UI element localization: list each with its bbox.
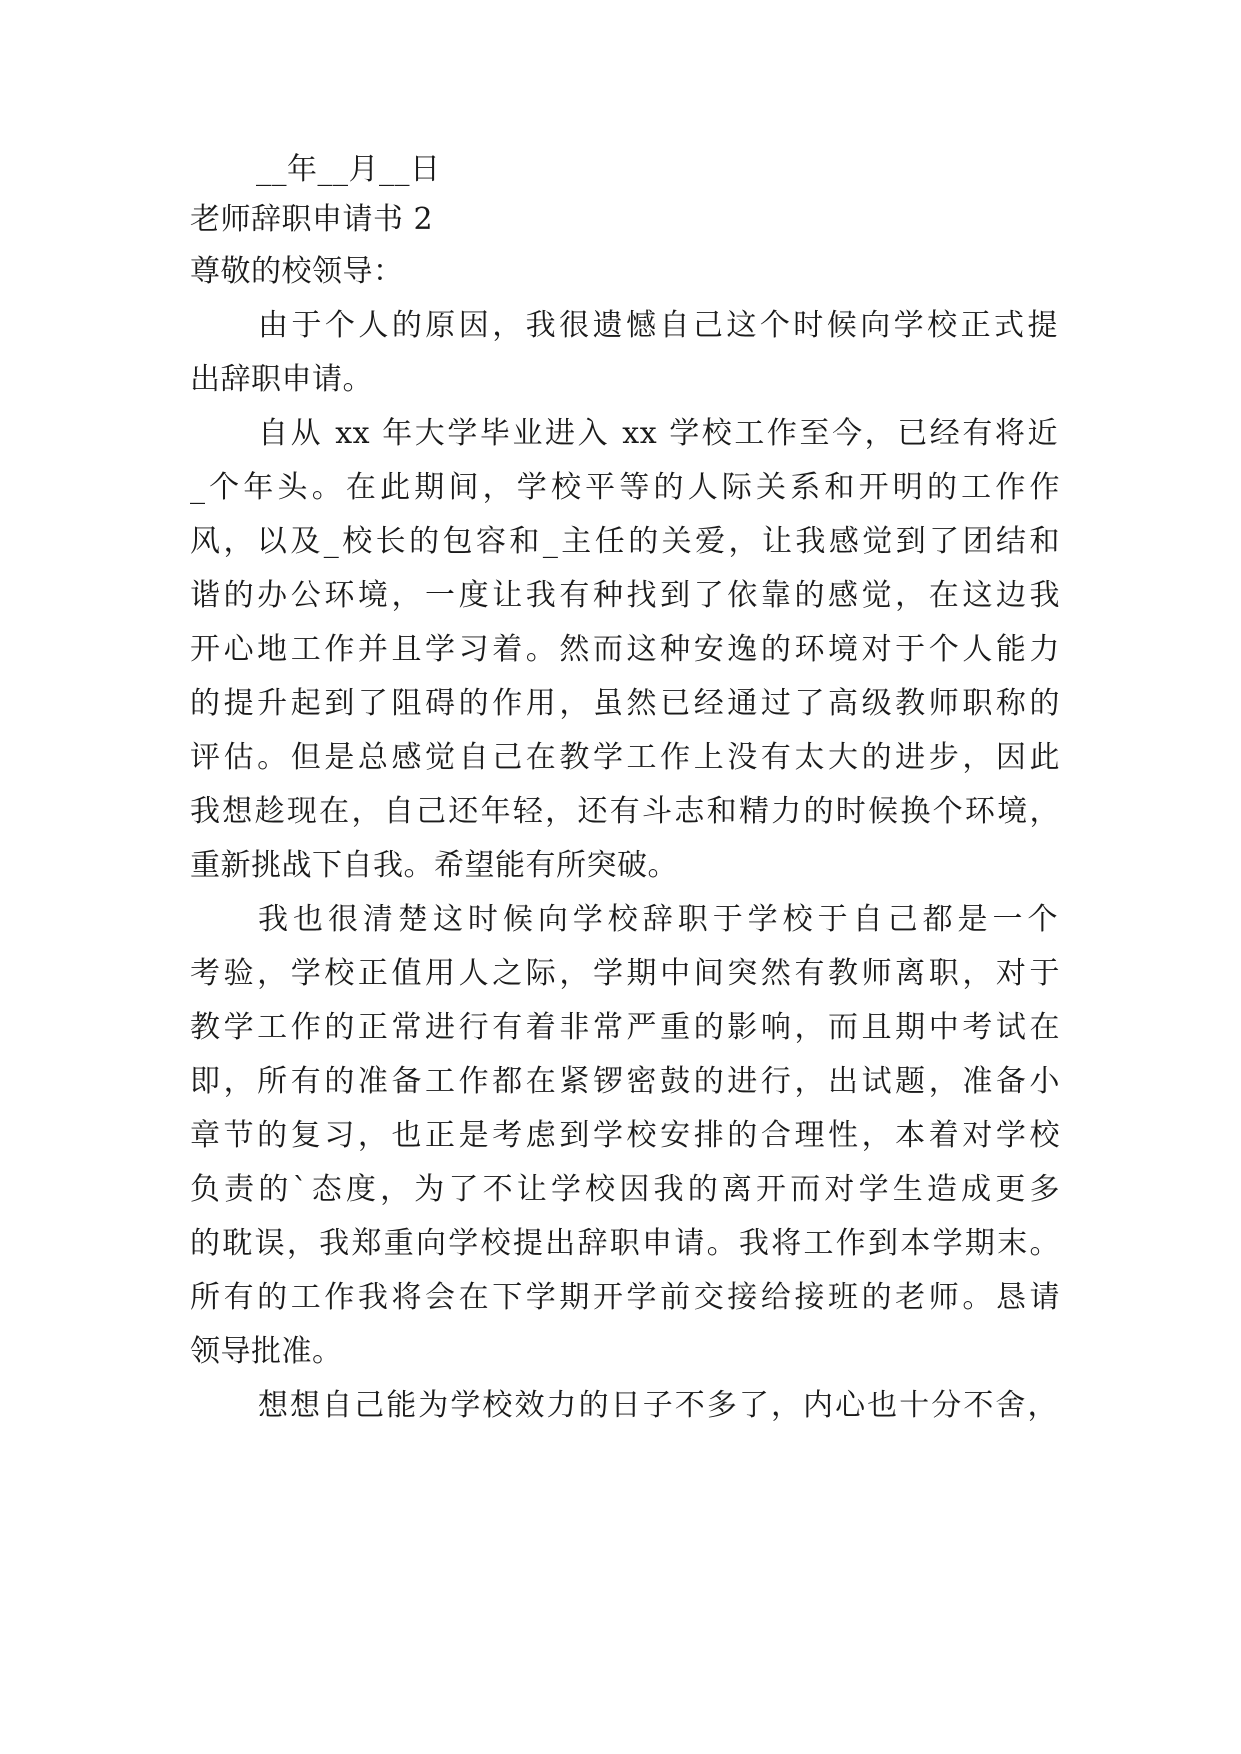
paragraph-4-line-1: 想想自己能为学校效力的日子不多了，内心也十分不舍，: [258, 1388, 1058, 1423]
paragraph-3-line-6: 负责的`态度，为了不让学校因我的离开而对学生造成更多: [190, 1172, 1060, 1207]
date-line: __年__月__日: [256, 152, 441, 187]
paragraph-2-line-7: 评估。但是总感觉自己在教学工作上没有太大的进步，因此: [190, 740, 1060, 775]
paragraph-3-line-7: 的耽误，我郑重向学校提出辞职申请。我将工作到本学期末。: [190, 1226, 1060, 1261]
paragraph-2-line-5: 开心地工作并且学习着。然而这种安逸的环境对于个人能力: [190, 632, 1060, 667]
paragraph-3-line-3: 教学工作的正常进行有着非常严重的影响，而且期中考试在: [190, 1010, 1060, 1045]
paragraph-2-line-8: 我想趁现在，自己还年轻，还有斗志和精力的时候换个环境，: [190, 794, 1060, 829]
paragraph-1-line-1: 由于个人的原因，我很遗憾自己这个时候向学校正式提: [258, 308, 1058, 343]
paragraph-3-line-5: 章节的复习，也正是考虑到学校安排的合理性，本着对学校: [190, 1118, 1060, 1153]
paragraph-2-line-9: 重新挑战下自我。希望能有所突破。: [190, 848, 678, 883]
paragraph-2-line-1: 自从 xx 年大学毕业进入 xx 学校工作至今，已经有将近: [258, 416, 1058, 451]
paragraph-1-line-2: 出辞职申请。: [190, 362, 373, 397]
paragraph-3-line-4: 即，所有的准备工作都在紧锣密鼓的进行，出试题，准备小: [190, 1064, 1060, 1099]
paragraph-3-line-1: 我也很清楚这时候向学校辞职于学校于自己都是一个: [258, 902, 1058, 937]
paragraph-3-line-8: 所有的工作我将会在下学期开学前交接给接班的老师。恳请: [190, 1280, 1060, 1315]
paragraph-3-line-9: 领导批准。: [190, 1334, 343, 1369]
paragraph-2-line-2: _个年头。在此期间，学校平等的人际关系和开明的工作作: [190, 470, 1060, 505]
document-title: 老师辞职申请书 2: [190, 202, 434, 237]
paragraph-2-line-4: 谐的办公环境，一度让我有种找到了依靠的感觉，在这边我: [190, 578, 1060, 613]
paragraph-2-line-6: 的提升起到了阻碍的作用，虽然已经通过了高级教师职称的: [190, 686, 1060, 721]
paragraph-2-line-3: 风，以及_校长的包容和_主任的关爱，让我感觉到了团结和: [190, 524, 1060, 559]
salutation: 尊敬的校领导：: [190, 254, 404, 289]
paragraph-3-line-2: 考验，学校正值用人之际，学期中间突然有教师离职，对于: [190, 956, 1060, 991]
